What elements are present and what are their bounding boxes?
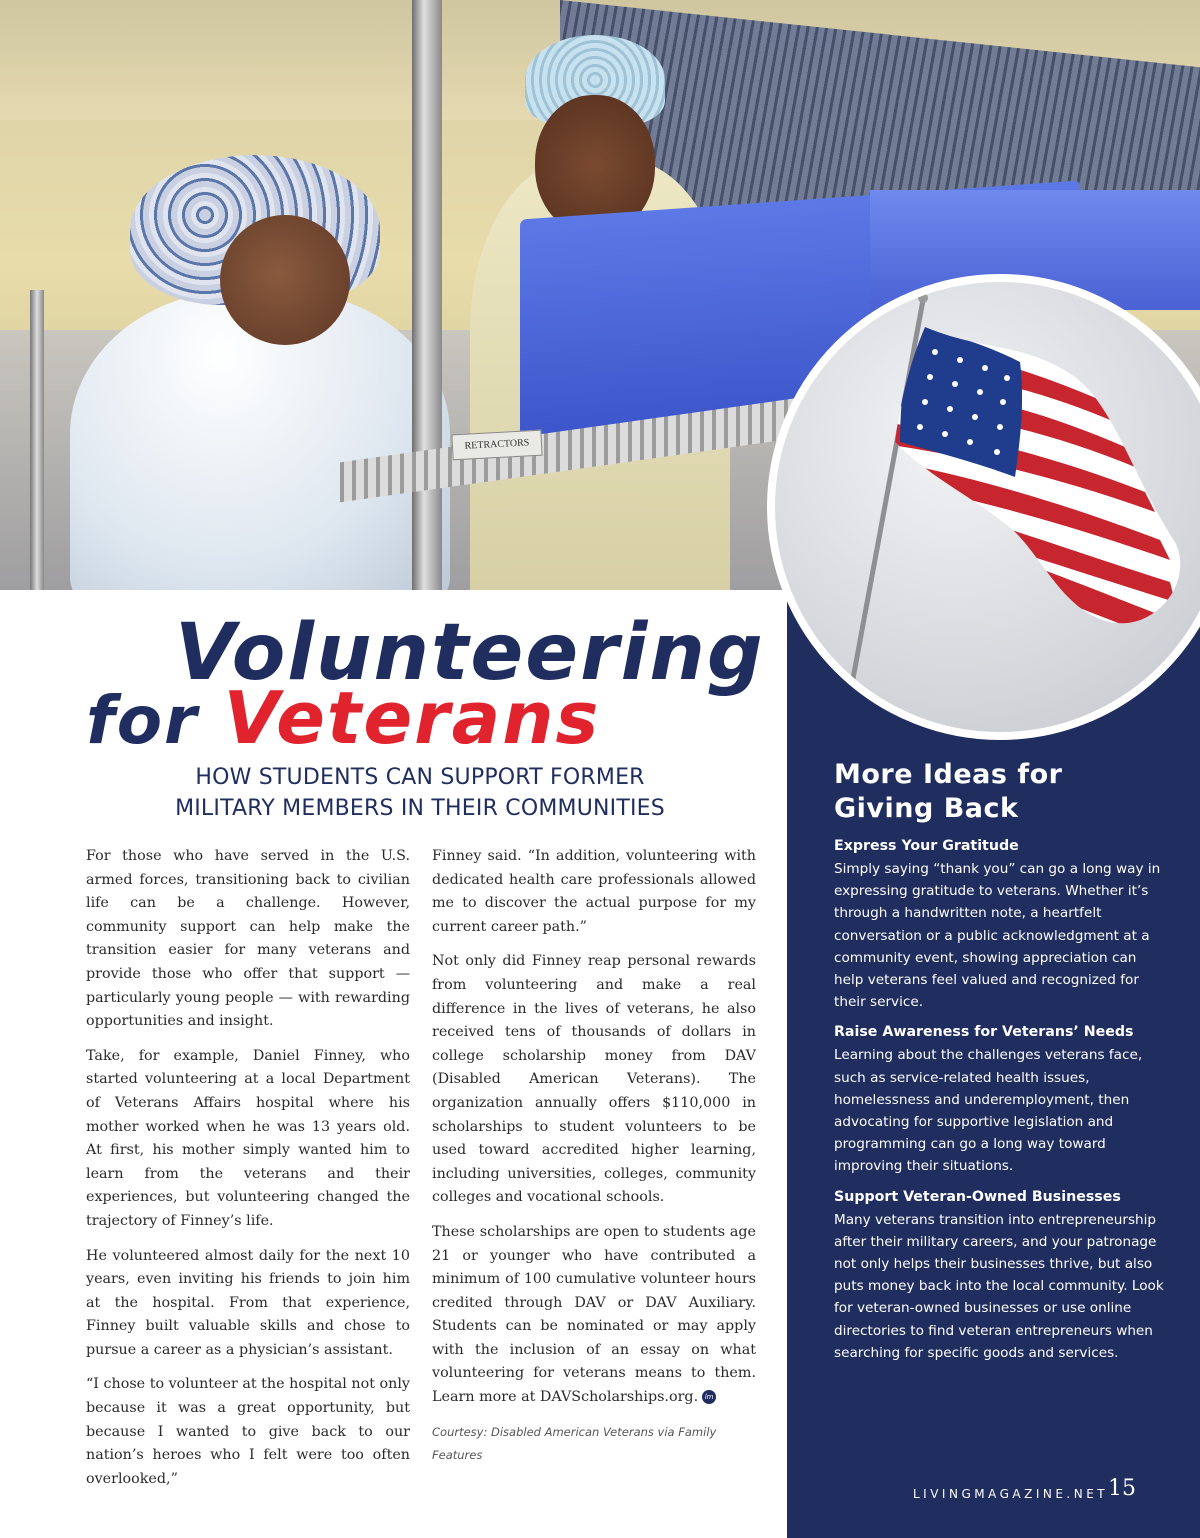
sidebar-item-heading: Support Veteran-Owned Businesses	[834, 1188, 1121, 1205]
article-column-left	[86, 845, 410, 1502]
article-paragraph-text: These scholarships are open to students age 21 or younger who have contributed a minimum of 100 cumulative volunteer hours credited through DAV or DAV Auxiliary. Students can be nominated or may apply with the inclusion of an essay on what volunteering for veterans means to them. Learn more at DAVScholarships.org.	[432, 1223, 756, 1406]
headline-prefix: for	[86, 682, 199, 759]
sidebar-item-heading: Raise Awareness for Veterans’ Needs	[834, 1024, 1134, 1041]
article-column-right	[432, 845, 756, 1468]
headline-line2	[86, 676, 600, 760]
flag-pole	[845, 300, 923, 722]
subtitle-line1: HOW STUDENTS CAN SUPPORT FORMER	[195, 765, 645, 790]
sidebar-title-line1: More Ideas for	[834, 759, 1063, 790]
sidebar-item-awareness	[834, 1022, 1164, 1177]
article-paragraph-last	[432, 1221, 756, 1410]
flag-cloth	[875, 312, 1195, 642]
sidebar-item-body: Many veterans transition into entrepreneurship after their military careers, and your patronage not only helps their businesses thrive, but also puts money back into the local community. Look for veteran-owned businesses or use online directories to find veteran entrepreneurs when searching for specific goods and services.	[834, 1211, 1164, 1361]
shelf-label: RETRACTORS	[451, 430, 542, 461]
flag-photo-circle	[767, 274, 1200, 740]
article-paragraph: For those who have served in the U.S. armed forces, transitioning back to civilian life can be a challenge. However, community support can help make the transition easier for many veterans and provide those who offer that support — particularly young people — with rewarding opportunities and insight.	[86, 848, 410, 1030]
flag-pole-finial	[918, 293, 928, 303]
page-number: 15	[1108, 1476, 1136, 1501]
volunteer-woman-face	[220, 215, 350, 345]
sidebar-title	[834, 758, 1154, 826]
sidebar-item-body: Simply saying “thank you” can go a long way in expressing gratitude to veterans. Whether it’s through a handwritten note, a heartfelt conversation or a public acknowledgment at a community event, showing appreciation can help veterans feel valued and recognized for their service.	[834, 861, 1161, 1011]
article-paragraph: Finney said. “In addition, volunteering with dedicated health care professionals allowed me to discover the actual purpose for my current career path.”	[432, 848, 756, 935]
subtitle-line2: MILITARY MEMBERS IN THEIR COMMUNITIES	[175, 796, 665, 821]
sidebar-item-businesses	[834, 1187, 1164, 1364]
american-flag-icon	[775, 282, 1200, 732]
rack-pole-left	[30, 290, 44, 590]
headline-accent: Veterans	[223, 676, 601, 760]
footer-website: LIVINGMAGAZINE.NET	[913, 1487, 1109, 1501]
rack-pole	[412, 0, 442, 590]
article-paragraph: He volunteered almost daily for the next 10 years, even inviting his friends to join him at the hospital. From that experience, Finney built valuable skills and chose to pursue a career as a physician’s assistant.	[86, 1247, 410, 1358]
photo-credit: Courtesy: Disabled American Veterans via Family Features	[432, 1424, 717, 1463]
sidebar-item-gratitude	[834, 836, 1164, 1013]
headline-line1: Volunteering	[175, 608, 765, 698]
subtitle	[86, 762, 754, 824]
sidebar-item-heading: Express Your Gratitude	[834, 838, 1019, 854]
sidebar-item-body: Learning about the challenges veterans face, such as service-related health issues, homelessness and underemployment, then advocating for supportive legislation and programming can go a long way toward improving their situations.	[834, 1047, 1143, 1175]
sidebar-items	[834, 836, 1164, 1373]
sidebar-title-line2: Giving Back	[834, 793, 1019, 824]
article-paragraph: “I chose to volunteer at the hospital not only because it was a great opportunity, but because I wanted to give back to our nation’s heroes who I felt were too often overlooked,”	[86, 1376, 410, 1487]
article-paragraph: Not only did Finney reap personal rewards from volunteering and make a real difference in the lives of veterans, he also received tens of thousands of dollars in college scholarship money from DAV (Disabled American Veterans). The organization annually offers $110,000 in scholarships to student volunteers to be used toward accredited higher learning, including universities, colleges, community colleges and vocational schools.	[432, 953, 756, 1206]
end-mark-icon: lm	[702, 1390, 716, 1404]
article-paragraph: Take, for example, Daniel Finney, who started volunteering at a local Department of Veterans Affairs hospital where his mother worked when he was 13 years old. At first, his mother simply wanted him to learn from the veterans and their experiences, but volunteering changed the trajectory of Finney’s life.	[86, 1047, 410, 1229]
